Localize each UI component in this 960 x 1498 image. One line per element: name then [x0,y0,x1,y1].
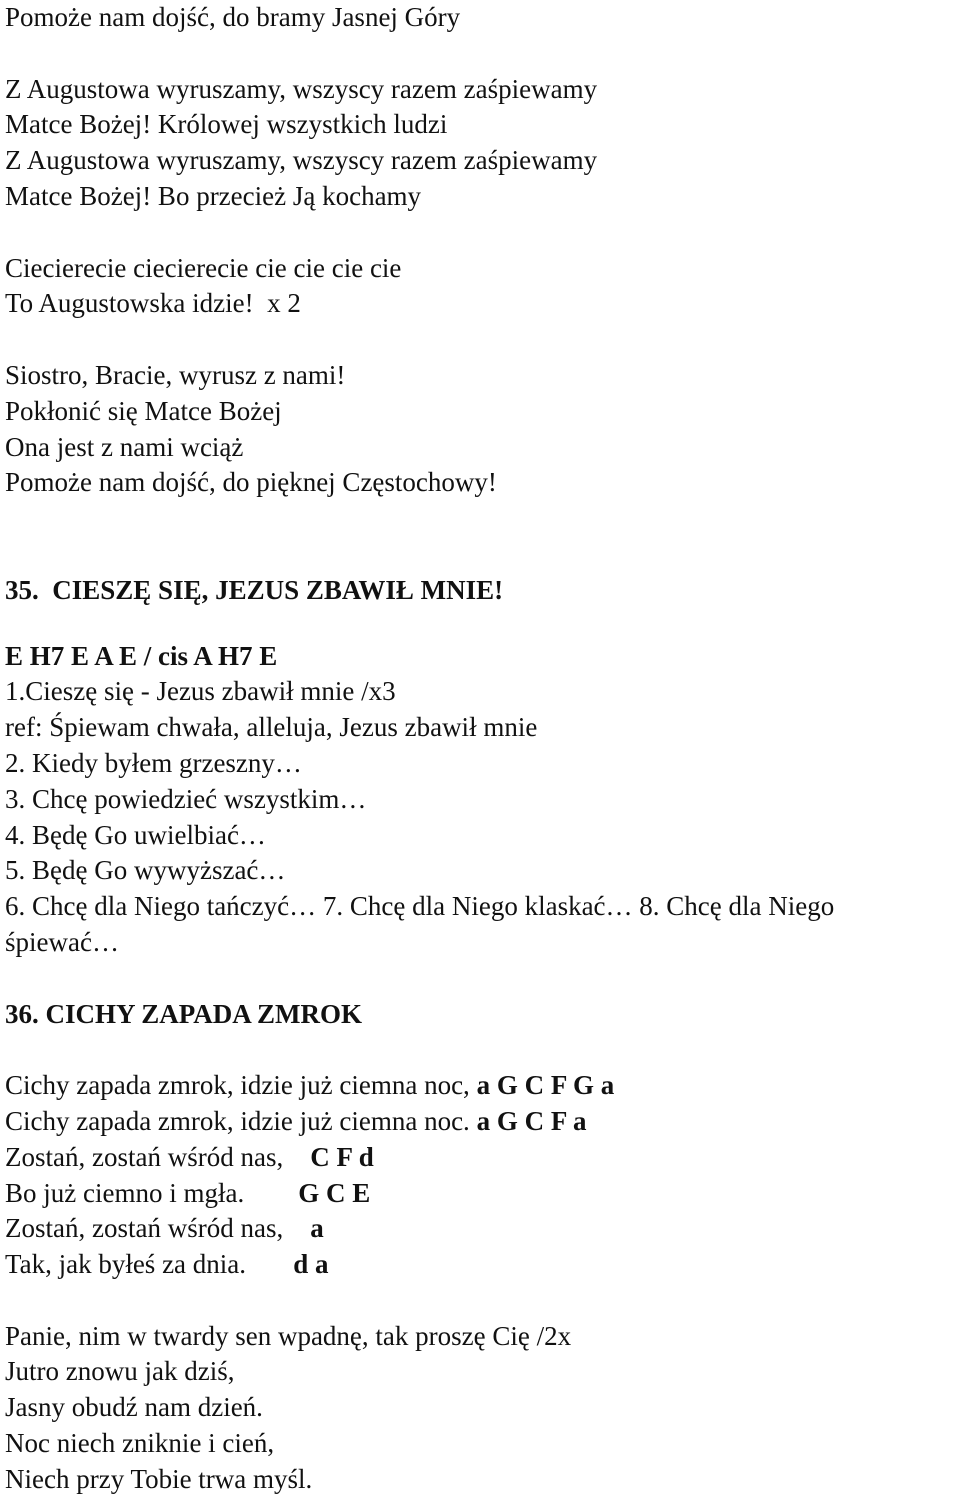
lyric-line: 4. Będę Go uwielbiać… [5,819,266,850]
lyric-line [5,1247,960,1283]
song34-refrain [5,251,960,323]
lyric-text: Cichy zapada zmrok, idzie już ciemna noc, [5,1070,477,1101]
lyric-text: Zostań, zostań wśród nas, [5,1213,311,1244]
lyric-line [5,1068,960,1104]
song34-verse [5,358,960,501]
lyric-line: Matce Bożej! Królowej wszystkich ludzi [5,109,448,140]
lyric-line: Niech przy Tobie trwa myśl. [5,1463,313,1494]
lyric-line: 6. Chcę dla Niego tańczyć… 7. Chcę dla Niego klaskać… 8. Chcę dla Niego [5,891,835,922]
spacer [5,322,960,358]
lyric-line [5,1211,960,1247]
spacer [5,537,960,573]
lyric-line: Matce Bożej! Bo przecież Ją kochamy [5,180,422,211]
lyric-line: Panie, nim w twardy sen wpadnę, tak proszę Cię /2x [5,1320,572,1351]
chord-text: G C E [298,1177,371,1208]
spacer [5,1032,960,1068]
song-title: 35. CIESZĘ SIĘ, JEZUS ZBAWIŁ MNIE! [5,574,504,605]
spacer [5,1283,960,1319]
lyric-line: Pokłonić się Matce Bożej [5,395,282,426]
song34-line: Pomoże nam dojść, do bramy Jasnej Góry [5,2,461,32]
lyric-line: Siostro, Bracie, wyrusz z nami! [5,359,346,390]
chord-text: d a [293,1249,329,1280]
lyric-line [5,1104,960,1140]
lyric-line: Pomoże nam dojść, do pięknej Częstochowy! [5,467,497,498]
spacer [5,36,960,72]
chord-line: E H7 E A E / cis A H7 E [5,640,278,671]
chord-text: C F d [310,1141,374,1172]
chord-text: a G C F G a [476,1070,615,1101]
spacer [5,501,960,537]
lyric-text: Cichy zapada zmrok, idzie już ciemna noc. [5,1105,477,1136]
lyric-line: To Augustowska idzie! x 2 [5,288,301,319]
lyric-line: Ona jest z nami wciąż [5,431,244,462]
lyric-line: 3. Chcę powiedzieć wszystkim… [5,783,367,814]
lyric-line: Jasny obudź nam dzień. [5,1392,263,1423]
chord-text: a [310,1213,324,1244]
spacer [5,961,960,997]
lyric-text: Tak, jak byłeś za dnia. [5,1249,294,1280]
lyric-line: Noc niech zniknie i cień, [5,1428,275,1459]
lyric-line: 5. Będę Go wywyższać… [5,855,286,886]
lyric-line: Ciecierecie ciecierecie cie cie cie cie [5,252,402,283]
lyric-line [5,1176,960,1212]
lyric-line: ref: Śpiewam chwała, alleluja, Jezus zbawił mnie [5,712,538,743]
spacer [5,609,960,639]
song-title: 36. CICHY ZAPADA ZMROK [5,998,362,1029]
song-page [5,0,960,1498]
spacer [5,215,960,251]
lyric-line: śpiewać… [5,926,119,957]
lyric-line: Jutro znowu jak dziś, [5,1356,235,1387]
lyric-text: Zostań, zostań wśród nas, [5,1141,311,1172]
lyric-text: Bo już ciemno i mgła. [5,1177,299,1208]
lyric-line: 1.Cieszę się - Jezus zbawił mnie /x3 [5,676,396,707]
song34-chorus [5,72,960,215]
lyric-line [5,1140,960,1176]
lyric-line: Z Augustowa wyruszamy, wszyscy razem zaśpiewamy [5,73,598,104]
song35 [5,573,960,961]
chord-text: a G C F a [476,1105,587,1136]
song36 [5,997,960,1498]
lyric-line: 2. Kiedy byłem grzeszny… [5,747,302,778]
lyric-line: Z Augustowa wyruszamy, wszyscy razem zaśpiewamy [5,145,598,176]
